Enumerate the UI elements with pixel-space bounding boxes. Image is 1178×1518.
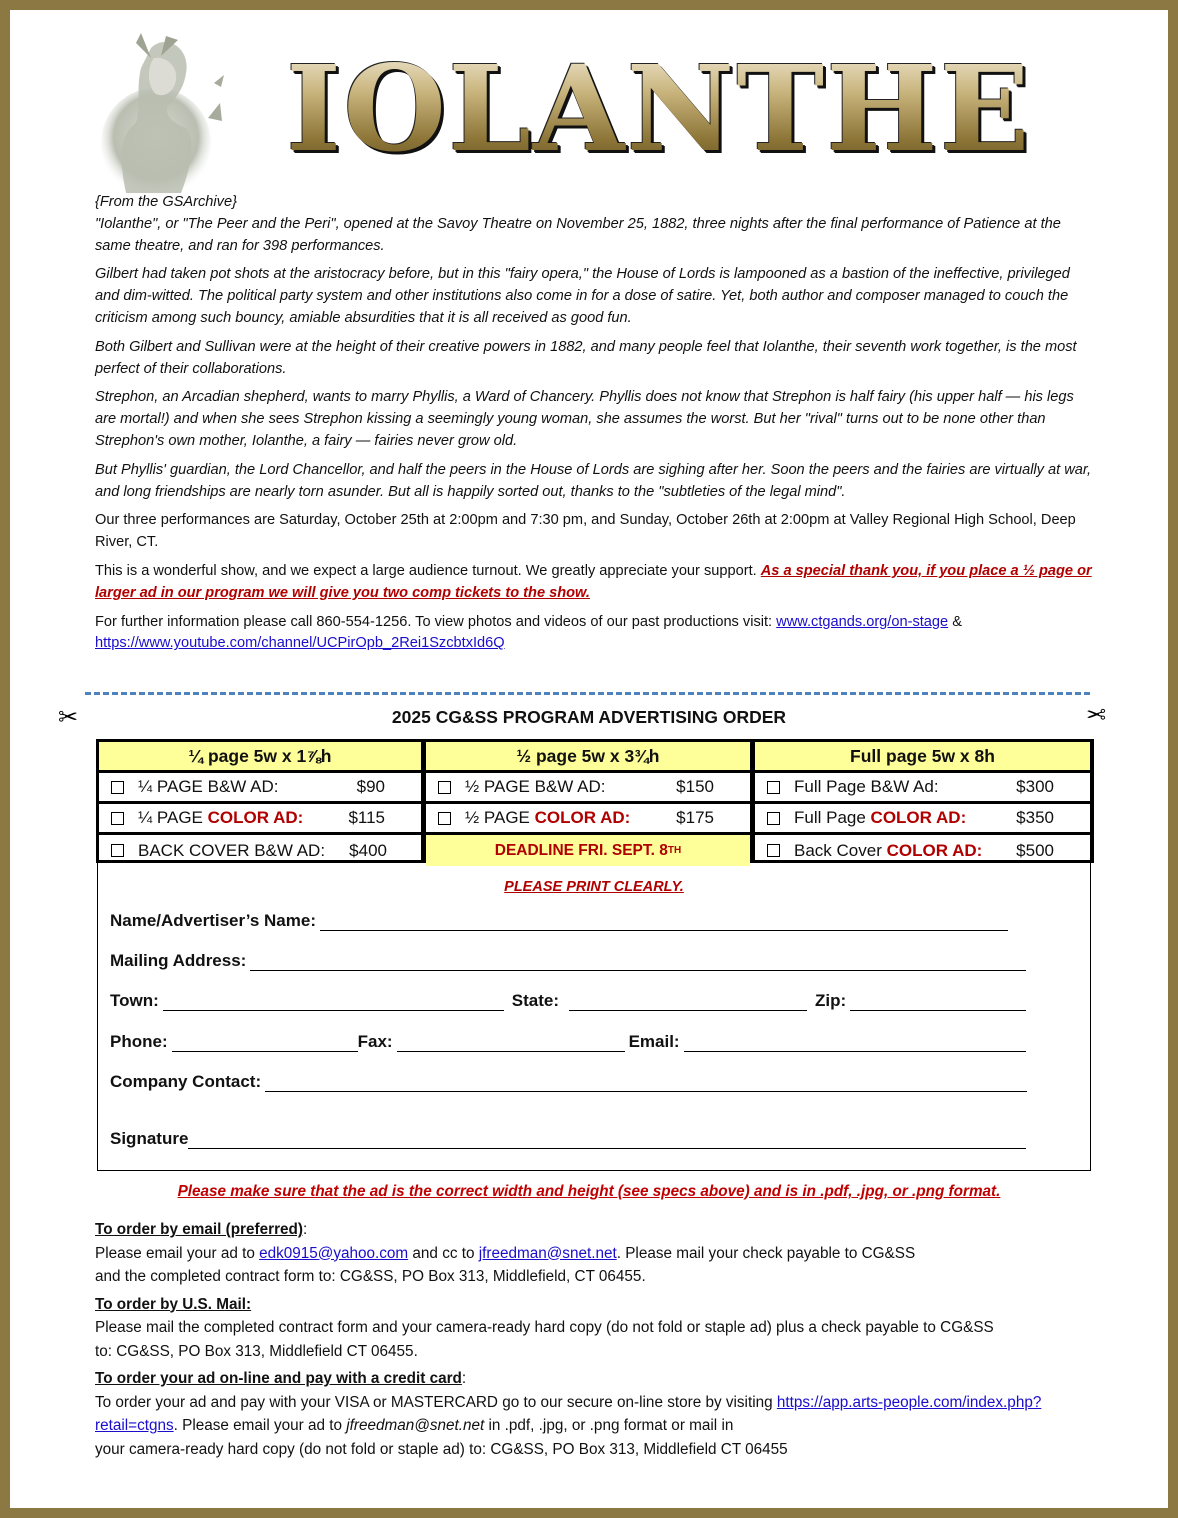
phone-fax-email-row <box>110 1028 1040 1052</box>
signature-field[interactable] <box>110 1125 1040 1149</box>
option-price: $150 <box>676 777 714 796</box>
header <box>10 10 1168 200</box>
phone-input-line[interactable] <box>172 1034 358 1052</box>
checkbox[interactable] <box>767 844 780 857</box>
field-label: Name/Advertiser’s Name: <box>110 911 316 930</box>
option-price: $175 <box>676 808 714 827</box>
option-price: $300 <box>1016 777 1054 796</box>
section-heading: To order by U.S. Mail: <box>95 1295 252 1313</box>
checkbox[interactable] <box>438 781 451 794</box>
email-input-line[interactable] <box>684 1034 1026 1052</box>
field-label: Zip: <box>815 991 847 1010</box>
intro-paragraph: Both Gilbert and Sullivan were at the height of their creative powers in 1882, and many people feel that Iolanthe, their seventh work together, is the most perfect of their collaborations. <box>95 338 1077 377</box>
order-by-email: To order by email (preferred): Please email your ad to edk0915@yahoo.com and cc to jfreedman@snet.net. Please mail your check payable to CG&SS and the completed contract form to: CG&SS, PO Box 313, Middlefield, CT 06455. <box>95 1221 916 1285</box>
ad-option[interactable] <box>755 773 1090 804</box>
field-label: Phone: <box>110 1032 168 1051</box>
quarter-page-column <box>96 739 425 863</box>
option-price: $350 <box>1016 808 1054 827</box>
order-form-title: 2025 CG&SS PROGRAM ADVERTISING ORDER <box>391 707 787 727</box>
order-online: To order your ad on-line and pay with a credit card: To order your ad and pay with your VISA or MASTERCARD go to our secure on-line store by visiting https://app.arts-people.com/index.php?retail=ctgns. Please email your ad to jfreedman@snet.net in .pdf, .jpg, or .png format or mail in your camera-ready hard copy (do not fold or staple ad) to: CG&SS, PO Box 313, Middlefield CT 06455 <box>95 1370 1042 1458</box>
field-label: Email: <box>628 1032 680 1051</box>
address-input-line[interactable] <box>250 953 1026 971</box>
intro-section <box>95 192 1095 662</box>
source-credit: {From the GSArchive} <box>95 194 237 210</box>
contact-field[interactable] <box>110 1068 1040 1092</box>
ad-option[interactable] <box>99 804 421 835</box>
option-label: ½ PAGE B&W AD: <box>465 777 606 796</box>
arts-people-link[interactable]: https://app.arts-people.com/index.php?retail=ctgns <box>95 1393 1042 1434</box>
option-price: $500 <box>1016 840 1054 860</box>
contact-input-line[interactable] <box>265 1074 1027 1092</box>
email-text: jfreedman@snet.net <box>346 1417 485 1434</box>
checkbox[interactable] <box>767 812 780 825</box>
document-page <box>10 10 1168 1508</box>
support-paragraph <box>95 561 1095 605</box>
column-header: Full page 5w x 8h <box>755 742 1090 773</box>
ordering-instructions <box>95 1218 1115 1465</box>
order-by-mail: To order by U.S. Mail: Please mail the completed contract form and your camera-ready hard copy (do not fold or staple ad) plus a check payable to CG&SS to: CG&SS, PO Box 313, Middlefield CT 06455. <box>95 1293 1115 1364</box>
title-wordmark: IOLANTHE <box>286 39 1032 178</box>
signature-input-line[interactable] <box>188 1131 1026 1149</box>
intro-paragraph: But Phyllis' guardian, the Lord Chancellor, and half the peers in the House of Lords are sighing after her. Soon the peers and the fairies are virtually at war, and long friendships are nearly torn asunder. But all is happily sorted out, thanks to the "subtleties of the legal mind". <box>95 461 1092 500</box>
intro-paragraph: "Iolanthe", or "The Peer and the Peri", opened at the Savoy Theatre on November 25, 1882, three nights after the final performance of Patience at the same theatre, and ran for 398 performances. <box>95 215 1061 254</box>
scissors-icon: ✂ <box>1086 702 1107 729</box>
scissors-icon: ✂ <box>58 704 79 731</box>
format-note: Please make sure that the ad is the correct width and height (see specs above) and is in .pdf, .jpg, or .png format. <box>177 1183 1001 1200</box>
option-label: ¼ PAGE COLOR AD: <box>138 808 304 827</box>
field-label: Company Contact: <box>110 1072 262 1091</box>
option-label: ½ PAGE COLOR AD: <box>465 808 631 827</box>
option-price: $115 <box>348 808 385 827</box>
info-text: For further information please call 860-554-1256. To view photos and videos of our past productions visit: <box>95 613 773 630</box>
ad-option[interactable] <box>755 835 1090 866</box>
name-input-line[interactable] <box>320 913 1008 931</box>
print-clearly-note: PLEASE PRINT CLEARLY. <box>504 879 684 895</box>
support-text: This is a wonderful show, and we expect a large audience turnout. We greatly appreciate your support. <box>95 562 757 579</box>
column-header: ¼ page 5w x 1⅞h <box>99 742 421 773</box>
option-label: ¼ PAGE B&W AD: <box>138 777 279 796</box>
town-input-line[interactable] <box>163 993 504 1011</box>
ad-option[interactable] <box>99 773 421 804</box>
town-state-zip-row <box>110 987 1040 1011</box>
column-header: ½ page 5w x 3¾h <box>426 742 750 773</box>
intro-paragraph: Strephon, an Arcadian shepherd, wants to marry Phyllis, a Ward of Chancery. Phyllis does not know that Strephon is half fairy (his upper half — his legs are mortal!) and when she sees Strephon kissing a seemingly young woman, she assumes the worst. But her "rival" turns out to be none other than Strephon's own mother, Iolanthe, a fairy — fairies never grow old. <box>95 389 1074 449</box>
ad-option[interactable] <box>426 804 750 835</box>
field-label: Signature <box>110 1129 189 1148</box>
fax-input-line[interactable] <box>397 1034 625 1052</box>
ad-option[interactable] <box>99 835 421 866</box>
half-page-column <box>423 739 754 863</box>
section-heading: To order your ad on-line and pay with a credit card <box>95 1370 462 1387</box>
section-heading: To order by email (preferred) <box>95 1221 303 1238</box>
option-price: $400 <box>349 840 387 860</box>
cut-line <box>85 692 1090 695</box>
option-price: $90 <box>356 777 385 796</box>
address-field[interactable] <box>110 947 1040 971</box>
checkbox[interactable] <box>438 812 451 825</box>
name-field[interactable] <box>110 907 1040 931</box>
checkbox[interactable] <box>111 781 124 794</box>
checkbox[interactable] <box>111 812 124 825</box>
website-link[interactable]: www.ctgands.org/on-stage <box>776 613 949 630</box>
youtube-link[interactable]: https://www.youtube.com/channel/UCPirOpb_2Rei1SzcbtxId6Q <box>95 635 505 652</box>
advertiser-info-form <box>97 863 1091 1171</box>
checkbox[interactable] <box>767 781 780 794</box>
info-paragraph <box>95 612 1095 656</box>
email-link-jfreedman[interactable]: jfreedman@snet.net <box>478 1244 617 1262</box>
intro-paragraph: Gilbert had taken pot shots at the aristocracy before, but in this "fairy opera," the House of Lords is lampooned as a bastion of the ineffective, privileged and dim-witted. The political party system and other institutions also come in for a dose of satire. Yet, both author and composer managed to couch the criticism among such bouncy, amiable absurdities that it is all received as good fun. <box>95 266 1070 326</box>
performances-text: Our three performances are Saturday, October 25th at 2:00pm and 7:30 pm, and Sunday, October 26th at 2:00pm at Valley Regional High School, Deep River, CT. <box>95 512 1076 551</box>
fairy-illustration <box>96 28 246 198</box>
field-label: Town: <box>110 991 159 1010</box>
deadline-notice: DEADLINE FRI. SEPT. 8 TH <box>426 835 750 866</box>
zip-input-line[interactable] <box>850 993 1026 1011</box>
option-label: Full Page COLOR AD: <box>794 808 967 827</box>
ad-option[interactable] <box>755 804 1090 835</box>
ad-pricing-grid <box>96 739 1094 863</box>
full-page-column <box>752 739 1094 863</box>
special-offer: As a special thank you, if you place a ½ page or larger ad in our program we will give you two comp tickets to the show. <box>95 562 1092 601</box>
email-link-edk[interactable]: edk0915@yahoo.com <box>259 1244 409 1262</box>
ad-option[interactable] <box>426 773 750 804</box>
field-label: State: <box>511 991 560 1010</box>
ampersand: & <box>952 613 962 630</box>
checkbox[interactable] <box>111 844 124 857</box>
field-label: Mailing Address: <box>110 951 247 970</box>
option-label: BACK COVER B&W AD: <box>138 840 326 860</box>
field-label: Fax: <box>357 1032 393 1051</box>
option-label: Back Cover COLOR AD: <box>794 840 983 860</box>
option-label: Full Page B&W Ad: <box>794 777 939 796</box>
state-input-line[interactable] <box>569 993 807 1011</box>
